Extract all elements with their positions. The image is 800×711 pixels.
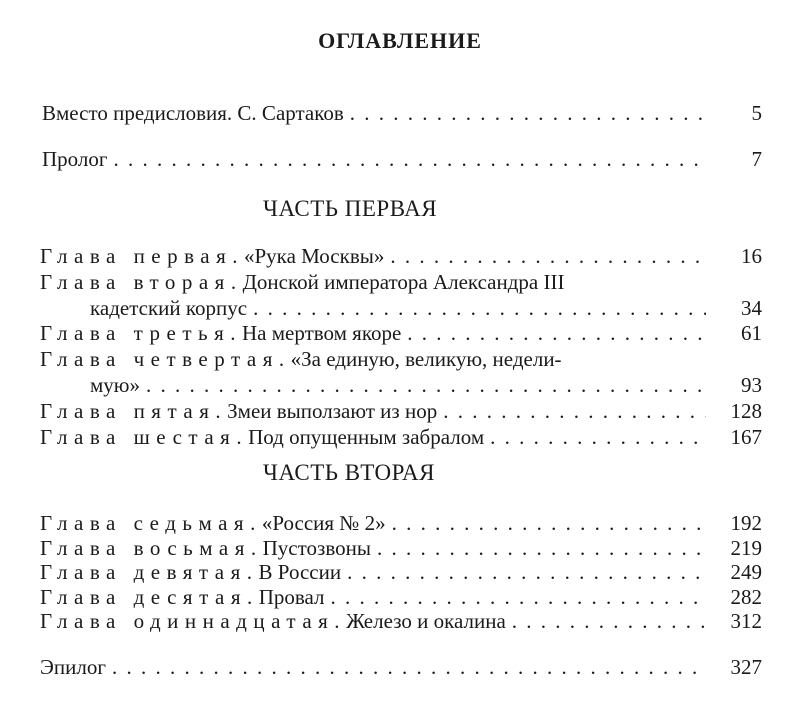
chapter-title: кадетский корпус xyxy=(90,295,248,320)
chapter-label: Глава восьмая. xyxy=(40,535,263,560)
page-number: 61 xyxy=(741,321,762,346)
toc-entry xyxy=(40,424,762,450)
chapter-label: Глава седьмая. xyxy=(40,511,262,535)
dot-leader xyxy=(384,243,706,269)
dot-leader xyxy=(386,510,706,536)
dot-leader xyxy=(344,100,706,126)
dot-leader xyxy=(371,535,706,561)
page-number: 128 xyxy=(730,398,762,423)
chapter-title: Провал xyxy=(258,584,325,609)
toc-entry xyxy=(40,243,762,269)
chapter-label: Глава третья. xyxy=(40,321,242,346)
toc-entry xyxy=(40,608,762,634)
page-number: 327 xyxy=(730,655,762,679)
toc-entry xyxy=(42,100,762,126)
page-number: 93 xyxy=(741,373,762,397)
toc-entry xyxy=(40,269,762,295)
toc-entry xyxy=(40,398,762,424)
dot-leader xyxy=(106,654,706,680)
toc-entry xyxy=(42,146,762,172)
chapter-label: Глава пятая. xyxy=(40,398,228,423)
page-number: 249 xyxy=(730,560,762,584)
chapter-title: мую» xyxy=(90,373,140,397)
toc-entry xyxy=(40,320,762,346)
chapter-title: Змеи выползают из нор xyxy=(227,398,438,423)
chapter-label: Глава вторая. xyxy=(40,269,243,294)
chapter-title: В России xyxy=(258,560,342,584)
page-number: 192 xyxy=(730,511,762,535)
chapter-title: «Россия № 2» xyxy=(261,511,386,535)
toc-entry xyxy=(40,654,762,680)
chapter-title: «За единую, великую, недели- xyxy=(290,347,562,372)
chapter-title: Пустозвоны xyxy=(262,535,371,560)
chapter-label: Глава десятая. xyxy=(40,584,259,609)
page-number: 219 xyxy=(730,535,762,560)
page-number: 16 xyxy=(741,244,762,268)
entry-title: Вместо предисловия. С. Сартаков xyxy=(42,101,344,125)
chapter-label: Глава четвертая. xyxy=(40,347,291,372)
toc-entry xyxy=(40,584,762,610)
toc-entry xyxy=(40,535,762,561)
toc-entry xyxy=(90,372,762,398)
toc-entry xyxy=(40,559,762,585)
chapter-label: Глава девятая. xyxy=(40,560,259,584)
chapter-label: Глава одиннадцатая. xyxy=(40,609,347,633)
entry-title: Эпилог xyxy=(40,655,106,679)
chapter-title: На мертвом якоре xyxy=(242,321,402,346)
page-number: 312 xyxy=(730,609,762,633)
toc-heading: ОГЛАВЛЕНИЕ xyxy=(318,28,482,53)
page-number: 5 xyxy=(751,101,762,125)
dot-leader xyxy=(437,398,706,424)
dot-leader xyxy=(341,559,706,585)
page-number: 282 xyxy=(730,584,762,609)
part-two-title: ЧАСТЬ ВТОРАЯ xyxy=(263,460,435,485)
dot-leader xyxy=(401,320,706,346)
chapter-label: Глава шестая. xyxy=(40,424,249,449)
chapter-label: Глава первая. xyxy=(40,244,244,268)
chapter-title: Донской императора Александра III xyxy=(242,269,565,294)
dot-leader xyxy=(325,584,706,610)
dot-leader xyxy=(140,372,706,398)
dot-leader xyxy=(484,424,706,450)
dot-leader xyxy=(107,146,706,172)
toc-entry xyxy=(40,346,762,372)
page-number: 7 xyxy=(751,147,762,171)
toc-entry xyxy=(90,295,762,321)
entry-title: Пролог xyxy=(42,147,108,171)
toc-entry xyxy=(40,510,762,536)
chapter-title: Железо и окалина xyxy=(346,609,506,633)
part-one-title: ЧАСТЬ ПЕРВАЯ xyxy=(263,196,438,221)
page-number: 34 xyxy=(741,295,762,320)
chapter-title: «Рука Москвы» xyxy=(244,244,385,268)
dot-leader xyxy=(247,295,706,321)
chapter-title: Под опущенным забралом xyxy=(248,424,485,449)
page-number: 167 xyxy=(730,424,762,449)
dot-leader xyxy=(506,608,706,634)
